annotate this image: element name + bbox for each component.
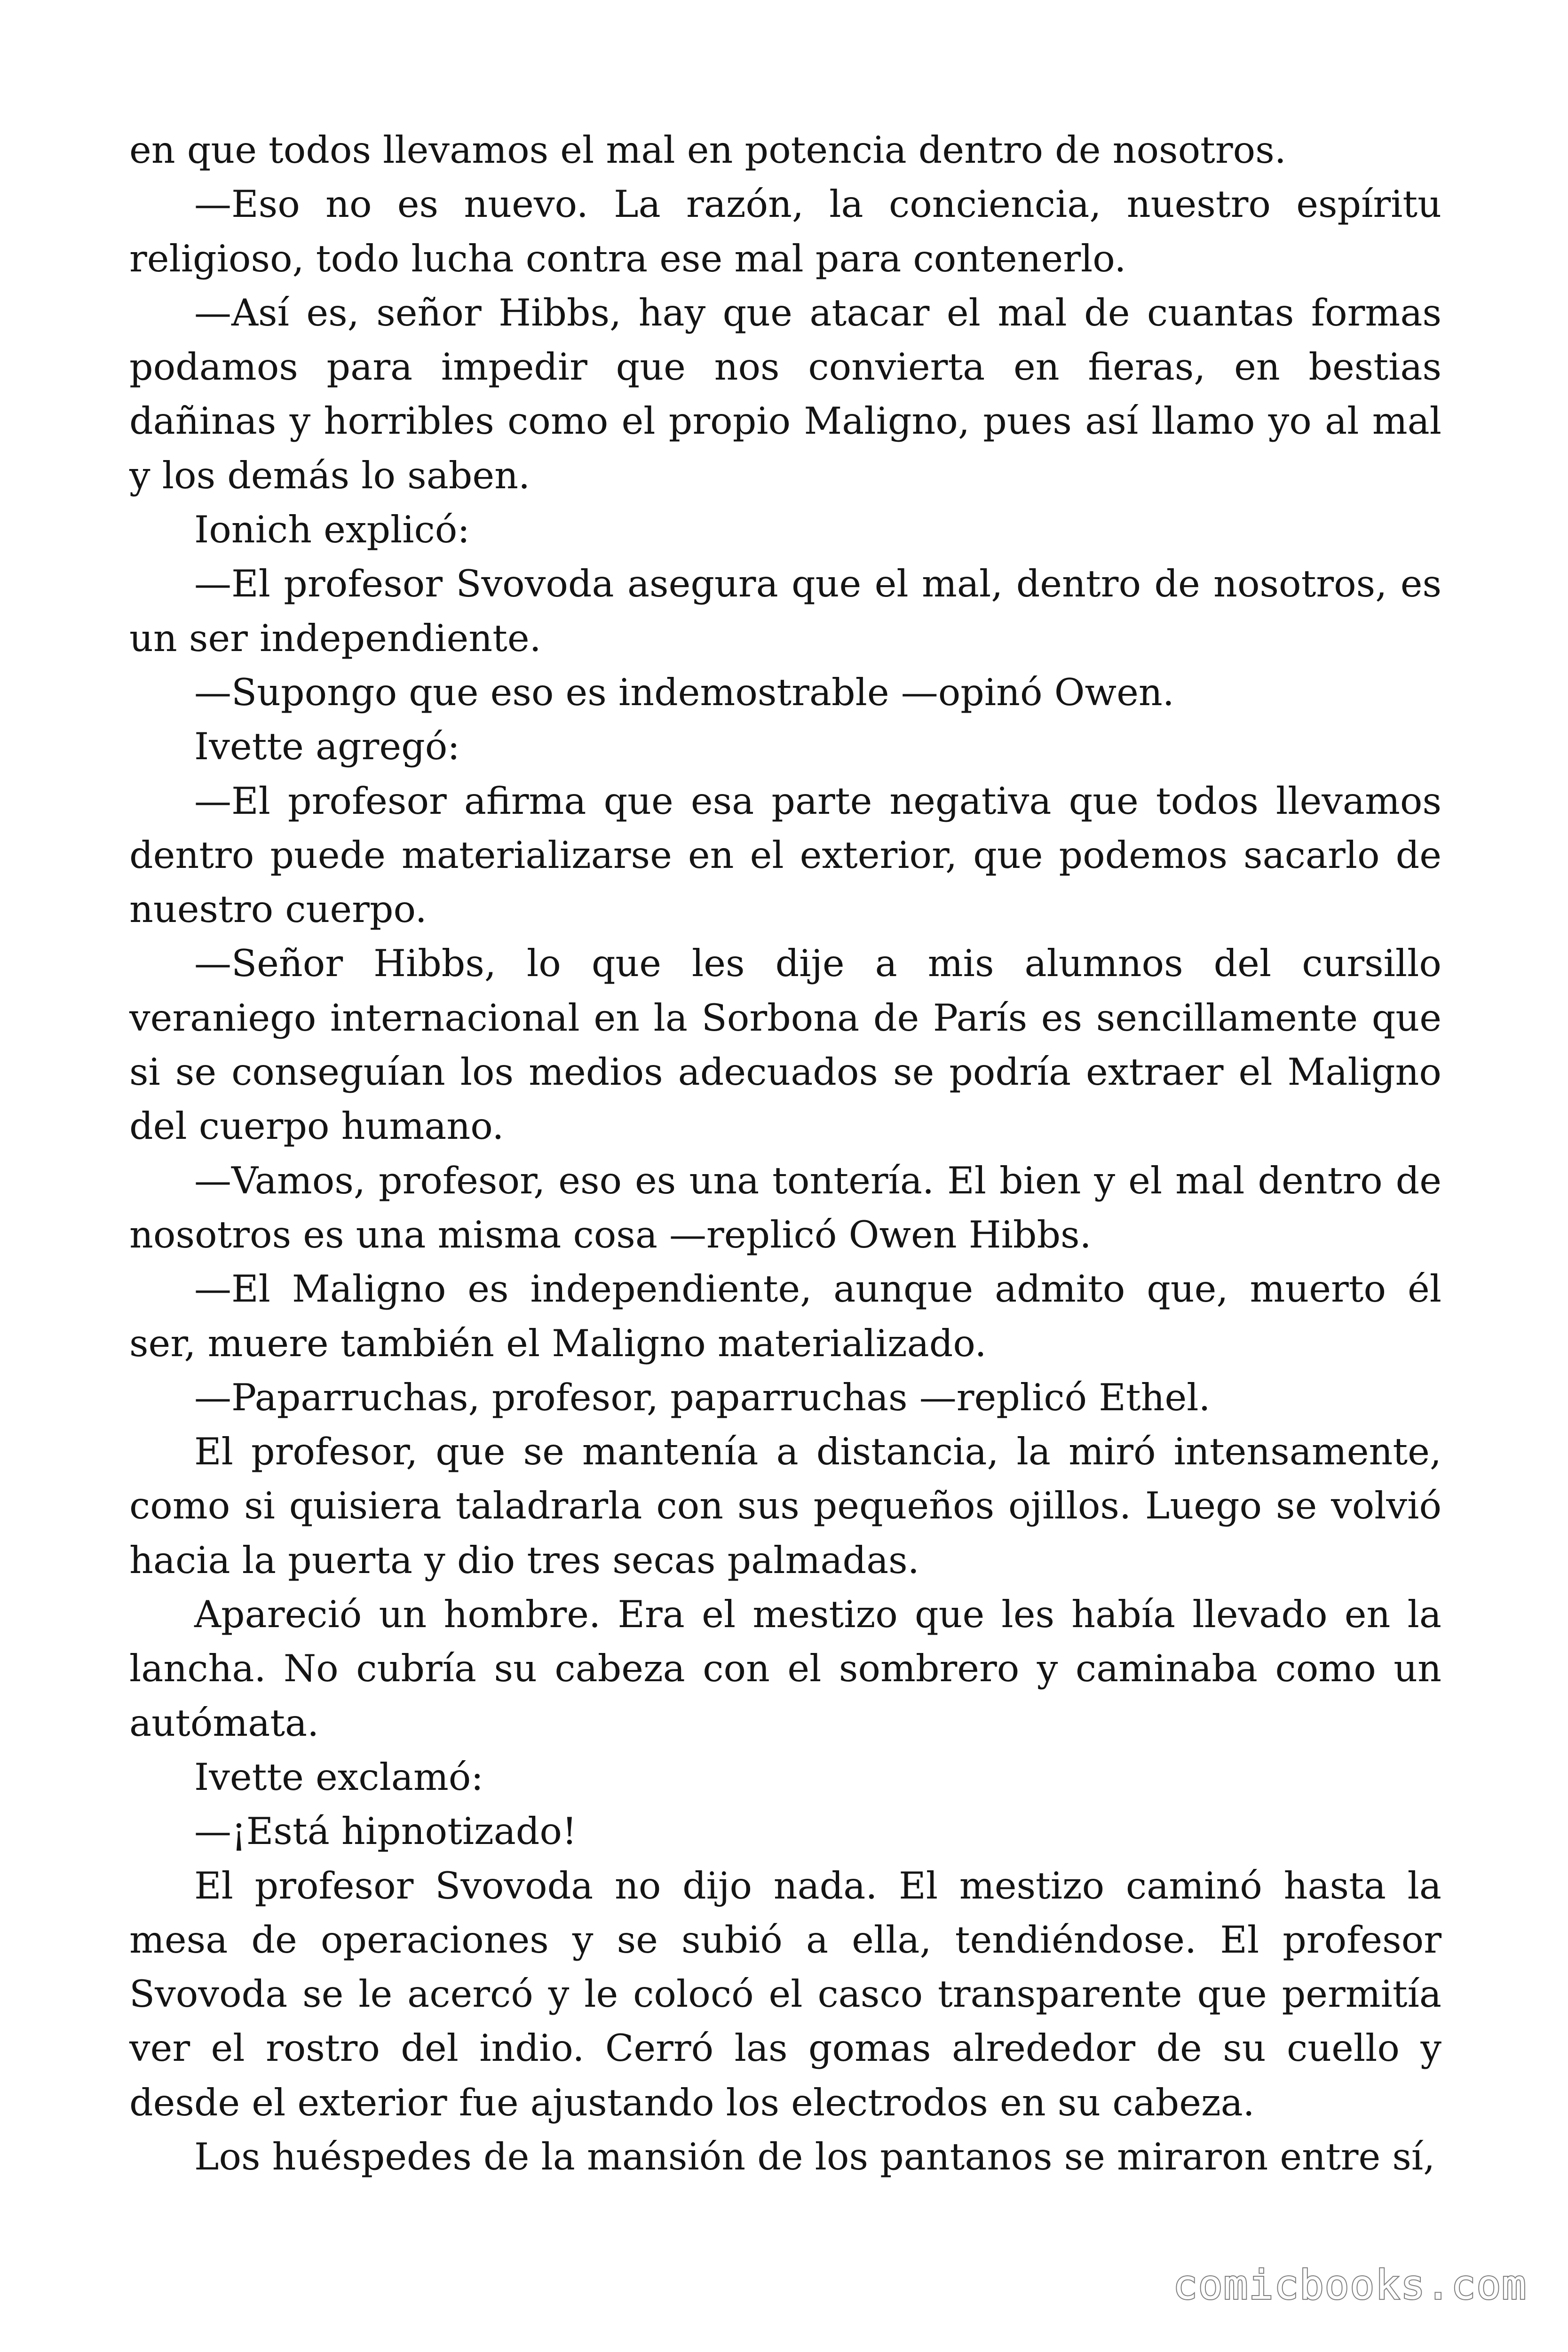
- watermark-svg: [1164, 2256, 1531, 2312]
- watermark-logo: [1164, 2256, 1531, 2312]
- paragraph: Ivette agregó:: [194, 725, 460, 769]
- paragraph: —Supongo que eso es indemostrable —opinó Owen.: [194, 670, 1174, 714]
- paragraph: Ivette exclamó:: [194, 1755, 483, 1799]
- paragraph: El profesor Svovoda no dijo nada. El mestizo caminó hasta la mesa de operaciones y se subió a ella, tendiéndose. El profesor Svovoda se le acercó y le colocó el casco transparente que permitía ver el rostro del indio. Cerró las gomas alrededor de su cuello y desde el exterior fue ajustando los electrodos en su cabeza.: [129, 1864, 1441, 2124]
- paragraph: —El Maligno es independiente, aunque admito que, muerto él ser, muere también el Maligno materializado.: [129, 1267, 1441, 1365]
- paragraph: en que todos llevamos el mal en potencia dentro de nosotros.: [129, 128, 1286, 172]
- paragraph: Los huéspedes de la mansión de los pantanos se miraron entre sí,: [194, 2135, 1435, 2178]
- paragraph: —Así es, señor Hibbs, hay que atacar el mal de cuantas formas podamos para impedir que nos convierta en fieras, en bestias dañinas y horribles como el propio Maligno, pues así llamo yo al mal y los demás lo saben.: [129, 291, 1441, 497]
- paragraph: Apareció un hombre. Era el mestizo que les había llevado en la lancha. No cubría su cabeza con el sombrero y caminaba como un autómata.: [129, 1593, 1441, 1745]
- paragraph: —El profesor afirma que esa parte negativa que todos llevamos dentro puede materializarse en el exterior, que podemos sacarlo de nuestro cuerpo.: [129, 779, 1441, 931]
- paragraph: —Paparruchas, profesor, paparruchas —replicó Ethel.: [194, 1375, 1211, 1419]
- paragraph: —Vamos, profesor, eso es una tontería. El bien y el mal dentro de nosotros es una misma cosa —replicó Owen Hibbs.: [129, 1159, 1441, 1256]
- paragraph: —¡Está hipnotizado!: [194, 1810, 577, 1853]
- paragraph: Ionich explicó:: [194, 508, 470, 552]
- watermark-text: comicbooks.com: [1173, 2262, 1527, 2309]
- paragraph: El profesor, que se mantenía a distancia, la miró intensamente, como si quisiera taladrarla con sus pequeños ojillos. Luego se volvió hacia la puerta y dio tres secas palmadas.: [129, 1430, 1441, 1582]
- paragraph: —Eso no es nuevo. La razón, la conciencia, nuestro espíritu religioso, todo lucha contra ese mal para contenerlo.: [129, 183, 1441, 280]
- paragraph: —Señor Hibbs, lo que les dije a mis alumnos del cursillo veraniego internacional en la Sorbona de París es sencillamente que si se conseguían los medios adecuados se podría extraer el Maligno del cuerpo humano.: [129, 942, 1441, 1148]
- body-text: [129, 123, 1441, 2184]
- paragraph: —El profesor Svovoda asegura que el mal, dentro de nosotros, es un ser independiente.: [129, 562, 1441, 660]
